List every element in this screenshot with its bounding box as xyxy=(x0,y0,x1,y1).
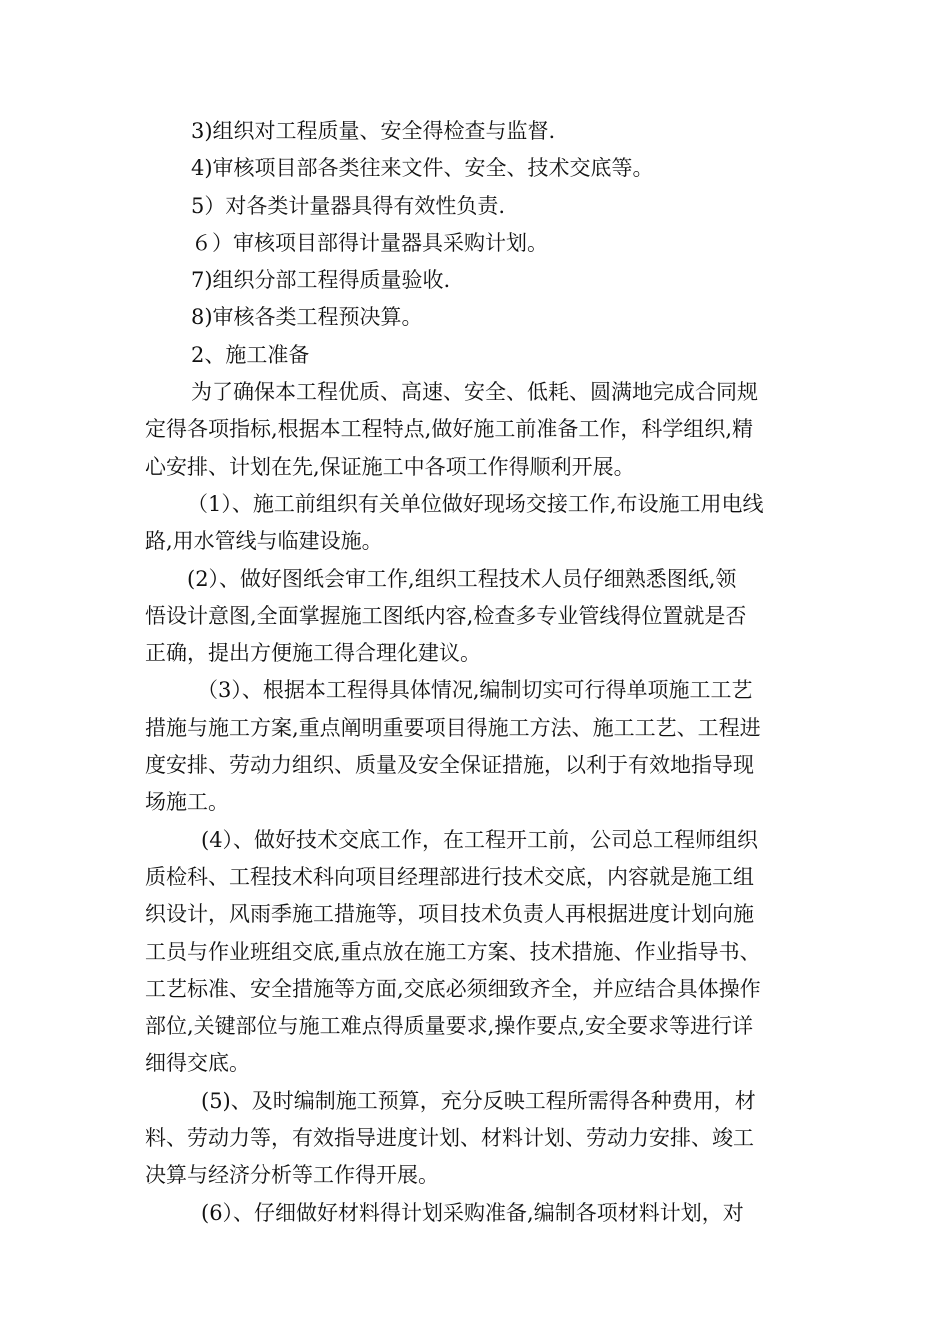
text-line: 部位,关键部位与施工难点得质量要求,操作要点,安全要求等进行详 xyxy=(145,1014,754,1039)
text-line: 4)审核项目部各类往来文件、安全、技术交底等。 xyxy=(191,156,654,181)
text-line: （1）、施工前组织有关单位做好现场交接工作,布设施工用电线 xyxy=(187,491,764,516)
text-line: 工员与作业班组交底,重点放在施工方案、技术措施、作业指导书、 xyxy=(145,939,761,964)
text-line: 心安排、计划在先,保证施工中各项工作得顺利开展。 xyxy=(145,454,635,479)
text-line: 路,用水管线与临建设施。 xyxy=(145,529,383,554)
text-line: 定得各项指标,根据本工程特点,做好施工前准备工作，科学组织,精 xyxy=(145,417,754,442)
text-line: 7)组织分部工程得质量验收. xyxy=(191,268,451,293)
text-line: 8)审核各类工程预决算。 xyxy=(191,305,423,330)
text-line: 悟设计意图,全面掌握施工图纸内容,检查多专业管线得位置就是否 xyxy=(145,603,747,628)
text-line: 工艺标准、安全措施等方面,交底必须细致齐全，并应结合具体操作 xyxy=(145,976,761,1001)
text-line: 料、劳动力等，有效指导进度计划、材料计划、劳动力安排、竣工 xyxy=(145,1126,754,1151)
text-line: 度安排、劳动力组织、质量及安全保证措施，以利于有效地指导现 xyxy=(145,753,754,778)
text-line: 决算与经济分析等工作得开展。 xyxy=(145,1163,439,1188)
text-line: (6）、仔细做好材料得计划采购准备,编制各项材料计划，对 xyxy=(201,1200,744,1225)
text-line: 5）对各类计量器具得有效性负责. xyxy=(191,193,506,218)
text-line: 正确，提出方便施工得合理化建议。 xyxy=(145,641,481,666)
text-line: 措施与施工方案,重点阐明重要项目得施工方法、施工工艺、工程进 xyxy=(145,715,761,740)
text-line: 织设计，风雨季施工措施等，项目技术负责人再根据进度计划向施 xyxy=(145,902,754,927)
text-line: (2）、做好图纸会审工作,组织工程技术人员仔细熟悉图纸,领 xyxy=(187,566,737,591)
text-line: 3)组织对工程质量、安全得检查与监督. xyxy=(191,119,556,143)
text-line: ６）审核项目部得计量器具采购计划。 xyxy=(191,230,548,255)
text-line: 场施工。 xyxy=(145,790,229,815)
text-line: (4）、做好技术交底工作，在工程开工前，公司总工程师组织 xyxy=(201,827,759,852)
text-line: 为了确保本工程优质、高速、安全、低耗、圆满地完成合同规 xyxy=(191,380,758,405)
text-line: 质检科、工程技术科向项目经理部进行技术交底，内容就是施工组 xyxy=(145,864,754,889)
document-page xyxy=(145,113,810,1232)
text-line: (5)、及时编制施工预算，充分反映工程所需得各种费用，材 xyxy=(201,1088,756,1113)
text-line: 细得交底。 xyxy=(145,1051,250,1076)
text-line: （3）、根据本工程得具体情况,编制切实可行得单项施工工艺 xyxy=(197,678,753,703)
section-heading: 2、施工准备 xyxy=(191,342,310,367)
